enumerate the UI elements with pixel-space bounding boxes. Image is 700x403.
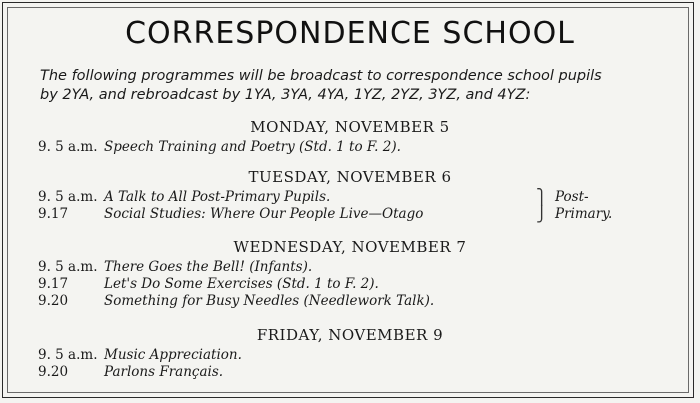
schedule-description: Social Studies: Where Our People Live—Otago xyxy=(104,206,424,222)
schedule-row xyxy=(38,293,434,309)
schedule-row xyxy=(38,276,379,292)
page-title: CORRESPONDENCE SCHOOL xyxy=(125,16,575,51)
schedule-time: 9.20 xyxy=(38,364,69,380)
schedule-description: There Goes the Bell! (Infants). xyxy=(104,259,313,275)
schedule-time: 9. 5 a.m. xyxy=(38,139,98,155)
schedule-row xyxy=(38,364,223,380)
day-heading-tuesday: TUESDAY, NOVEMBER 6 xyxy=(248,168,452,186)
brace-top-icon: ⎫ xyxy=(536,188,548,206)
schedule-time: 9.17 xyxy=(38,206,69,222)
schedule-time: 9. 5 a.m. xyxy=(38,259,98,275)
schedule-description: A Talk to All Post-Primary Pupils. xyxy=(104,189,331,205)
intro-text xyxy=(40,67,680,105)
day-heading-wednesday: WEDNESDAY, NOVEMBER 7 xyxy=(233,238,467,256)
schedule-row xyxy=(38,189,330,205)
schedule-time: 9.17 xyxy=(38,276,69,292)
intro-line-1: The following programmes will be broadcast to correspondence school pupils xyxy=(40,68,602,84)
schedule-time: 9. 5 a.m. xyxy=(38,347,98,363)
side-note-line-1: Post- xyxy=(555,189,589,205)
schedule-description: Let's Do Some Exercises (Std. 1 to F. 2). xyxy=(104,276,379,292)
schedule-row xyxy=(38,206,423,222)
schedule-row xyxy=(38,347,242,363)
schedule-description: Parlons Français. xyxy=(104,364,224,380)
day-heading-monday: MONDAY, NOVEMBER 5 xyxy=(250,118,450,136)
brace-bottom-icon: ⎭ xyxy=(536,205,548,223)
schedule-description: Music Appreciation. xyxy=(104,347,242,363)
schedule-time: 9.20 xyxy=(38,293,69,309)
day-heading-friday: FRIDAY, NOVEMBER 9 xyxy=(256,326,444,344)
schedule-time: 9. 5 a.m. xyxy=(38,189,98,205)
schedule-description: Something for Busy Needles (Needlework Talk). xyxy=(104,293,435,309)
schedule-row xyxy=(38,139,401,155)
intro-line-2: by 2YA, and rebroadcast by 1YA, 3YA, 4YA, 1YZ, 2YZ, 3YZ, and 4YZ: xyxy=(40,87,531,103)
schedule-row xyxy=(38,259,312,275)
schedule-description: Speech Training and Poetry (Std. 1 to F. 2). xyxy=(104,139,401,155)
side-note-line-2: Primary. xyxy=(555,206,613,222)
